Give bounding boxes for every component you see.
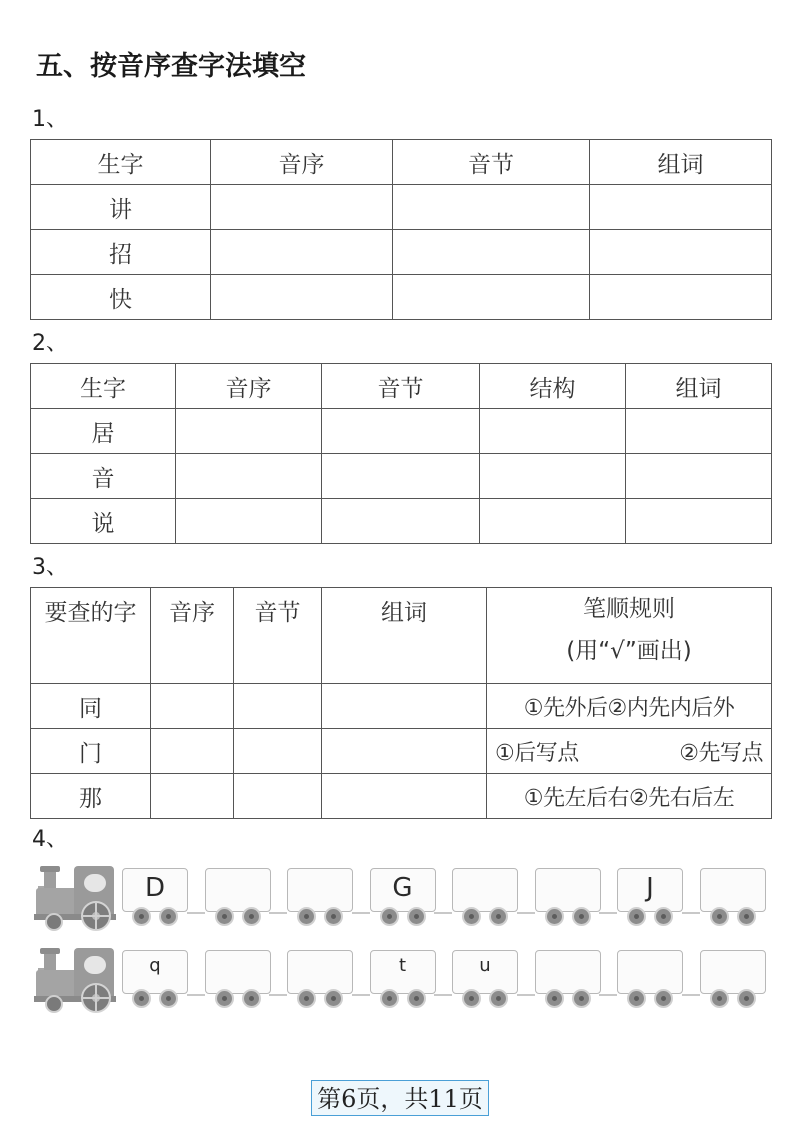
wheel-icon (132, 989, 151, 1008)
table-row (31, 230, 772, 275)
wheel-icon (462, 907, 481, 926)
car-letter: G (392, 873, 413, 903)
car-letter: q (149, 955, 161, 976)
wheel-icon (572, 907, 591, 926)
wheel-icon (462, 989, 481, 1008)
train-car[interactable] (122, 950, 188, 994)
char-cell: 那 (31, 774, 151, 819)
train-car[interactable] (122, 868, 188, 912)
header-cell: 音序 (151, 588, 234, 684)
wheel-icon (407, 989, 426, 1008)
train-car[interactable] (287, 950, 353, 994)
wheel-icon (242, 989, 261, 1008)
car-coupler (517, 912, 535, 914)
wheel-icon (159, 907, 178, 926)
answer-cell[interactable] (480, 499, 626, 544)
table-row (31, 409, 772, 454)
answer-cell[interactable] (322, 729, 487, 774)
page-footer: 第6页，共11页 (311, 1080, 489, 1116)
header-cell: 生字 (31, 364, 176, 409)
wheel-icon (159, 989, 178, 1008)
car-coupler (269, 912, 287, 914)
header-cell: 音节 (322, 364, 480, 409)
wheel-icon (132, 907, 151, 926)
wheel-icon (380, 907, 399, 926)
wheel-icon (324, 907, 343, 926)
car-coupler (352, 994, 370, 996)
table-row (31, 729, 772, 774)
car-letter: u (479, 955, 491, 976)
wheel-icon (572, 989, 591, 1008)
train-engine-icon (34, 860, 118, 932)
wheel-icon (737, 907, 756, 926)
char-cell: 快 (31, 275, 211, 320)
header-cell: 音节 (393, 140, 590, 185)
answer-cell[interactable] (480, 454, 626, 499)
header-cell: 生字 (31, 140, 211, 185)
wheel-icon (297, 989, 316, 1008)
train-car[interactable] (205, 868, 271, 912)
answer-cell[interactable] (176, 454, 322, 499)
header-cell: 结构 (480, 364, 626, 409)
car-coupler (599, 912, 617, 914)
wheel-icon (710, 989, 729, 1008)
answer-cell[interactable] (234, 774, 322, 819)
train-car[interactable] (700, 868, 766, 912)
car-letter: t (398, 955, 407, 976)
question-3-number: 3、 (32, 555, 68, 580)
option-1[interactable]: ①先左后右 (523, 785, 629, 811)
train-car[interactable] (370, 950, 436, 994)
train-car[interactable] (205, 950, 271, 994)
table-header-row (31, 140, 772, 185)
car-letter: J (646, 873, 654, 903)
train-exercise (34, 858, 770, 1018)
question-1-number: 1、 (32, 107, 68, 132)
wheel-icon (654, 989, 673, 1008)
option-1[interactable]: ①后写点 (495, 740, 579, 766)
stroke-options (487, 729, 772, 774)
car-coupler (434, 912, 452, 914)
answer-cell[interactable] (626, 409, 772, 454)
car-coupler (269, 994, 287, 996)
char-cell: 讲 (31, 185, 211, 230)
wheel-icon (215, 989, 234, 1008)
table-header-row (31, 364, 772, 409)
answer-cell[interactable] (151, 774, 234, 819)
answer-cell[interactable] (393, 275, 590, 320)
question-2-number: 2、 (32, 331, 68, 356)
car-coupler (682, 912, 700, 914)
answer-cell[interactable] (211, 230, 393, 275)
answer-cell[interactable] (234, 729, 322, 774)
answer-cell[interactable] (211, 275, 393, 320)
table-row (31, 684, 772, 729)
train-car[interactable] (370, 868, 436, 912)
header-cell: 组词 (322, 588, 487, 684)
wheel-icon (297, 907, 316, 926)
answer-cell[interactable] (590, 230, 772, 275)
answer-cell[interactable] (393, 230, 590, 275)
option-2[interactable]: ②先写点 (679, 740, 763, 766)
table-header-row (31, 588, 772, 684)
question-2-table (30, 363, 772, 544)
header-cell: 组词 (626, 364, 772, 409)
wheel-icon (545, 907, 564, 926)
car-coupler (682, 994, 700, 996)
option-1[interactable]: ①先外后 (523, 695, 608, 721)
train-car[interactable] (452, 950, 518, 994)
section-title: 五、按音序查字法填空 (36, 51, 306, 82)
stroke-options (487, 684, 772, 729)
answer-cell[interactable] (590, 185, 772, 230)
wheel-icon (737, 989, 756, 1008)
train-row-2 (34, 940, 770, 1015)
answer-cell[interactable] (480, 409, 626, 454)
train-car[interactable] (617, 950, 683, 994)
answer-cell[interactable] (590, 275, 772, 320)
table-row (31, 774, 772, 819)
car-coupler (434, 994, 452, 996)
header-cell: 音序 (176, 364, 322, 409)
car-coupler (352, 912, 370, 914)
train-row-1 (34, 858, 770, 933)
answer-cell[interactable] (322, 774, 487, 819)
header-cell: 音节 (234, 588, 322, 684)
char-cell: 门 (31, 729, 151, 774)
wheel-icon (489, 907, 508, 926)
car-coupler (187, 994, 205, 996)
wheel-icon (627, 989, 646, 1008)
wheel-icon (407, 907, 426, 926)
stroke-rule-header (487, 588, 772, 684)
question-3-table (30, 587, 772, 819)
question-1-table (30, 139, 772, 320)
wheel-icon (380, 989, 399, 1008)
stroke-options (487, 774, 772, 819)
wheel-icon (654, 907, 673, 926)
answer-cell[interactable] (322, 684, 487, 729)
train-car[interactable] (700, 950, 766, 994)
stroke-rule-instruction: (用“√”画出) (566, 638, 692, 664)
answer-cell[interactable] (176, 409, 322, 454)
train-car[interactable] (535, 950, 601, 994)
table-row (31, 499, 772, 544)
train-car[interactable] (617, 868, 683, 912)
stroke-rule-title: 笔顺规则 (583, 596, 675, 622)
answer-cell[interactable] (176, 499, 322, 544)
option-2[interactable]: ②先右后左 (629, 785, 735, 811)
car-coupler (187, 912, 205, 914)
answer-cell[interactable] (626, 499, 772, 544)
answer-cell[interactable] (322, 499, 480, 544)
table-row (31, 275, 772, 320)
char-cell: 居 (31, 409, 176, 454)
table-row (31, 454, 772, 499)
train-car[interactable] (452, 868, 518, 912)
answer-cell[interactable] (151, 729, 234, 774)
table-row (31, 185, 772, 230)
train-engine-icon (34, 942, 118, 1014)
header-cell: 组词 (590, 140, 772, 185)
wheel-icon (215, 907, 234, 926)
answer-cell[interactable] (151, 684, 234, 729)
wheel-icon (324, 989, 343, 1008)
answer-cell[interactable] (322, 454, 480, 499)
answer-cell[interactable] (393, 185, 590, 230)
car-coupler (517, 994, 535, 996)
answer-cell[interactable] (626, 454, 772, 499)
wheel-icon (627, 907, 646, 926)
wheel-icon (489, 989, 508, 1008)
train-car[interactable] (287, 868, 353, 912)
wheel-icon (710, 907, 729, 926)
question-4-number: 4、 (32, 827, 68, 852)
answer-cell[interactable] (322, 409, 480, 454)
car-coupler (599, 994, 617, 996)
answer-cell[interactable] (234, 684, 322, 729)
char-cell: 音 (31, 454, 176, 499)
char-cell: 说 (31, 499, 176, 544)
wheel-icon (545, 989, 564, 1008)
char-cell: 同 (31, 684, 151, 729)
option-2[interactable]: ②内先内后外 (607, 695, 735, 721)
answer-cell[interactable] (211, 185, 393, 230)
char-cell: 招 (31, 230, 211, 275)
car-letter: D (144, 873, 166, 903)
header-cell: 要查的字 (31, 588, 151, 684)
train-car[interactable] (535, 868, 601, 912)
header-cell: 音序 (211, 140, 393, 185)
wheel-icon (242, 907, 261, 926)
